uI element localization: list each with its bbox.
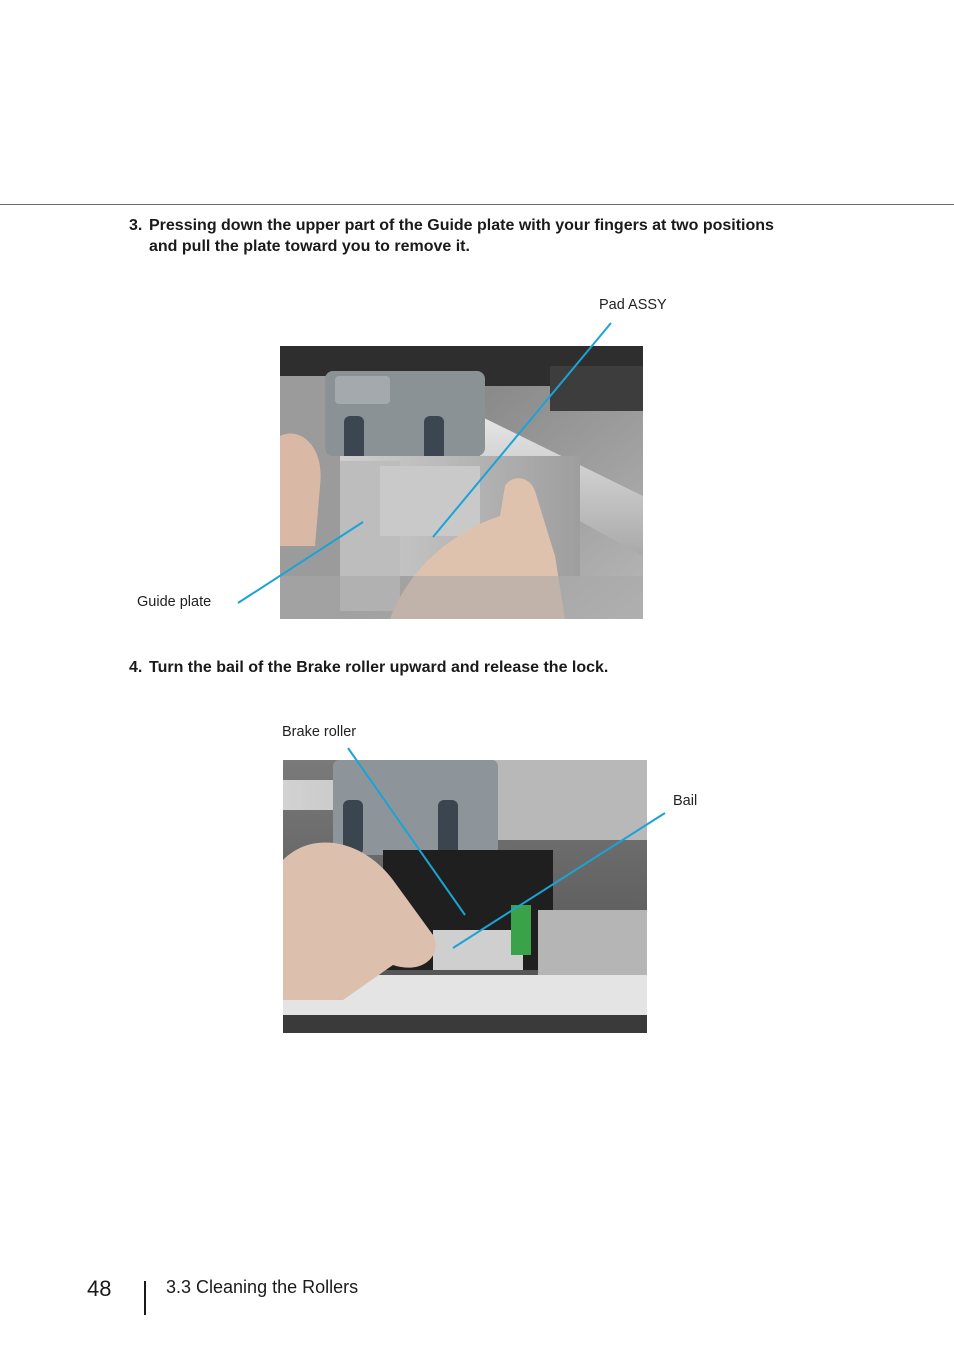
bail-label: Bail xyxy=(673,793,698,809)
guide-plate-label: Guide plate xyxy=(137,594,212,610)
section-title: 3.3 Cleaning the Rollers xyxy=(166,1277,359,1297)
brake-roller-callout-line xyxy=(348,748,465,915)
step-4-number: 4. xyxy=(129,659,143,676)
pad-assy-callout-line xyxy=(433,323,611,537)
pad-assy-label: Pad ASSY xyxy=(599,297,667,313)
footer-divider xyxy=(144,1281,146,1315)
step-3-text-line1: Pressing down the upper part of the Guide plate with your fingers at two positions xyxy=(149,217,774,234)
page-number: 48 xyxy=(87,1276,112,1301)
bail-callout-line xyxy=(453,813,665,948)
step-3-text-line2: and pull the plate toward you to remove it. xyxy=(149,238,470,255)
step-3-number: 3. xyxy=(129,217,143,234)
step-4-text-line1: Turn the bail of the Brake roller upward and release the lock. xyxy=(149,659,609,676)
brake-roller-label: Brake roller xyxy=(282,724,357,740)
guide-plate-callout-line xyxy=(238,522,363,603)
